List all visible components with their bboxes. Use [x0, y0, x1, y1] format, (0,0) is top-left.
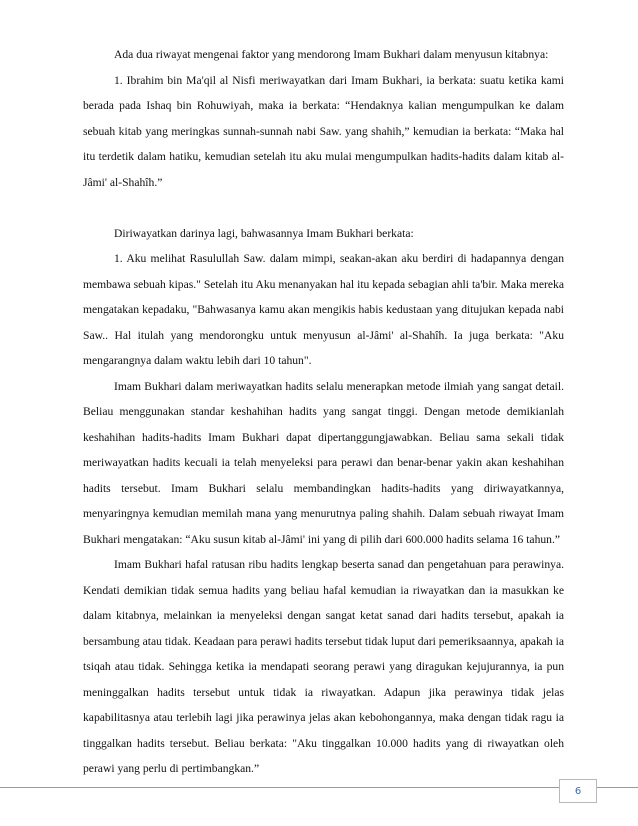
second-narration-intro: Diriwayatkan darinya lagi, bahwasannya Imam Bukhari berkata: [114, 226, 414, 240]
first-narration-paragraph: 1. Ibrahim bin Ma'qil al Nisfi meriwayatkan dari Imam Bukhari, ia berkata: suatu ketika kami berada pada Ishaq bin Rohuwiyah, maka ia berkata: “Hendaknya kalian mengumpulkan ke dalam sebuah kitab yang meringkas sunnah-sunnah nabi Saw. yang shahih,” kemudian ia berkata: “Maka hal itu terdetik dalam hatiku, kemudian setelah itu aku mulai mengumpulkan hadits-hadits dalam kitab al-Jâmi' al-Shahîh.” [83, 73, 564, 189]
dream-narration-paragraph: 1. Aku melihat Rasulullah Saw. dalam mimpi, seakan-akan aku berdiri di hadapannya dengan membawa sebuah kipas." Setelah itu Aku menanyakan hal itu kepada sebagian ahli ta'bir. Maka mereka mengatakan kepadaku, "Bahwasanya kamu akan mengikis habis kedustaan yang ditujukan kepada nabi Saw.. Hal itulah yang mendorongku untuk menyusun al-Jâmi' al-Shahîh. Ia juga berkata: "Aku mengarangnya dalam waktu lebih dari 10 tahun". [83, 252, 564, 367]
method-paragraph: Imam Bukhari dalam meriwayatkan hadits selalu menerapkan metode ilmiah yang sangat detail. Beliau menggunakan standar keshahihan hadits yang sangat tinggi. Dengan metode demikianlah keshahihan hadits-hadits Imam Bukhari dapat dipertanggungjawabkan. Beliau sama sekali tidak meriwayatkan hadits kecuali ia telah menyeleksi para perawi dan benar-benar yakin akan keshahihan hadits tersebut. Imam Bukhari selalu membandingkan hadits-hadits yang diriwayatkannya, menyaringnya kemudian memilah mana yang menurutnya paling shahih. Dalam sebuah riwayat Imam Bukhari mengatakan: “Aku susun kitab al-Jâmi' ini yang di pilih dari 600.000 hadits selama 16 tahun.” [83, 379, 564, 546]
footer-rule [0, 787, 638, 788]
page-body [83, 42, 564, 782]
memorization-paragraph: Imam Bukhari hafal ratusan ribu hadits lengkap beserta sanad dan pengetahuan para perawinya. Kendati demikian tidak semua hadits yang beliau hafal kemudian ia riwayatkan dan ia masukkan ke dalam kitabnya, melainkan ia menyeleksi dengan sangat ketat sanad dari hadits tersebut, apakah ia bersambung atau tidak. Keadaan para perawi hadits tersebut tidak luput dari pemeriksaannya, apakah ia tsiqah atau tidak. Sehingga ketika ia mendapati seorang perawi yang diragukan kejujurannya, ia pun meninggalkan hadits tersebut untuk tidak ia riwayatkan. Adapun jika perawinya tidak jelas kapabilitasnya atau terlebih lagi jika perawinya jelas akan kebohongannya, maka dengan tidak ragu ia tinggalkan hadits tersebut. Beliau berkata: "Aku tinggalkan 10.000 hadits yang di riwayatkan oleh perawi yang perlu di pertimbangkan.” [83, 558, 564, 775]
page-number: 6 [559, 779, 597, 803]
intro-paragraph: Ada dua riwayat mengenai faktor yang mendorong Imam Bukhari dalam menyusun kitabnya: [114, 48, 549, 61]
